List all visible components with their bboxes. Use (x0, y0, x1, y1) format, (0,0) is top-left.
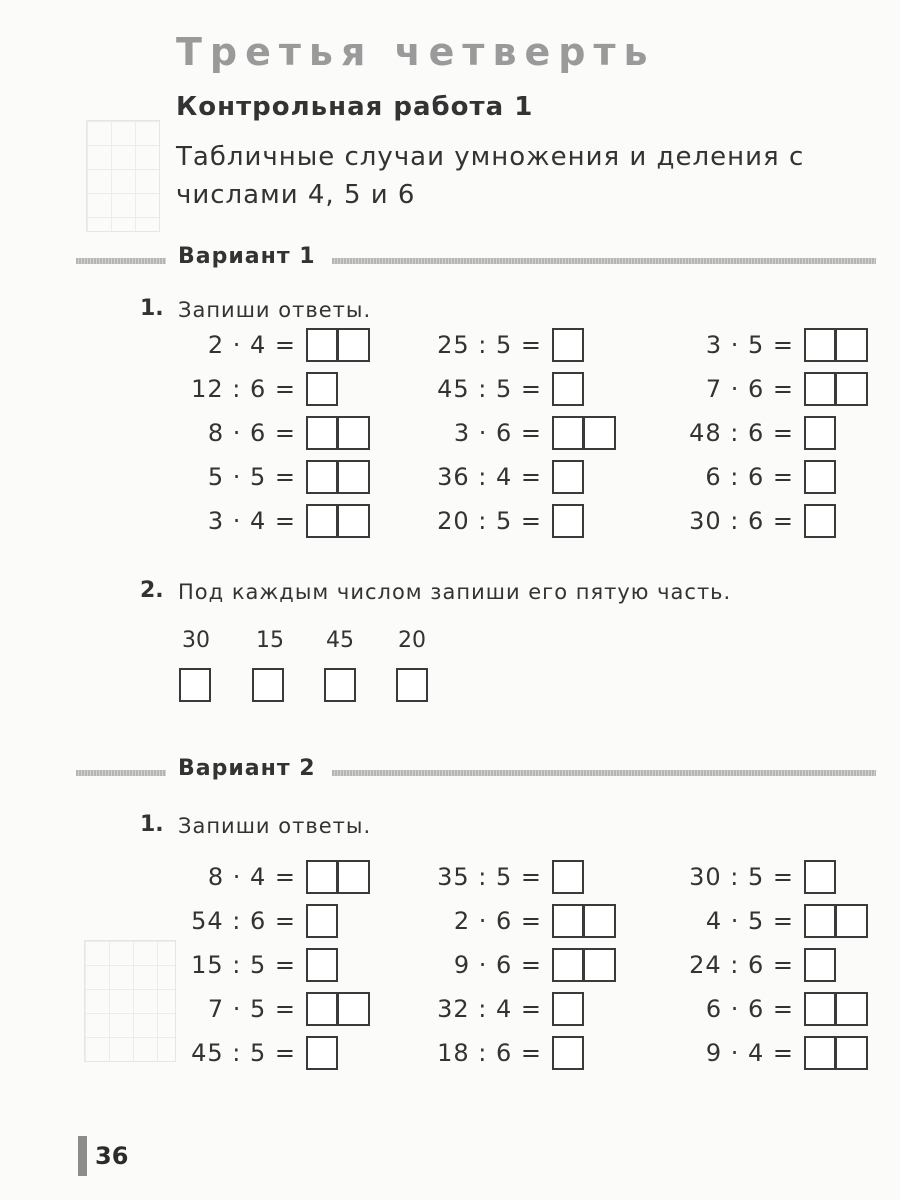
v2-task-1-text: Запиши ответы. (178, 814, 372, 838)
equation-expression: 32 : 4 = (437, 995, 542, 1023)
answer-cells (804, 992, 868, 1026)
equation-expression: 9 · 4 = (705, 1039, 794, 1067)
answer-cell[interactable] (804, 328, 836, 362)
test-title: Контрольная работа 1 (176, 92, 534, 122)
divider-line (76, 770, 166, 776)
answer-cell[interactable] (836, 992, 868, 1026)
v1-equation (412, 416, 616, 450)
answer-cell[interactable] (552, 460, 584, 494)
answer-cell[interactable] (552, 992, 584, 1026)
answer-cells (306, 372, 338, 406)
equation-expression: 8 · 6 = (207, 419, 296, 447)
equation-expression: 6 : 6 = (705, 463, 794, 491)
equation-expression: 8 · 4 = (207, 863, 296, 891)
answer-cell[interactable] (552, 328, 584, 362)
equation-expression: 2 · 6 = (453, 907, 542, 935)
bleed-through-grid (84, 940, 176, 1062)
answer-cell[interactable] (552, 416, 584, 450)
equation-expression: 6 · 6 = (705, 995, 794, 1023)
answer-cell[interactable] (804, 860, 836, 894)
answer-cell[interactable] (306, 460, 338, 494)
answer-cells (552, 948, 616, 982)
v1-equation (664, 504, 836, 538)
variant-1-label: Вариант 1 (178, 244, 316, 269)
v2-equation (664, 992, 868, 1026)
answer-cells (552, 460, 584, 494)
answer-cells (552, 328, 584, 362)
v2-equation (412, 1036, 584, 1070)
equation-expression: 7 · 6 = (705, 375, 794, 403)
answer-cell[interactable] (552, 1036, 584, 1070)
answer-cell[interactable] (306, 1036, 338, 1070)
answer-cells (552, 504, 584, 538)
v2-equation (412, 904, 616, 938)
v1-task-1-number: 1. (140, 296, 164, 321)
answer-cells (804, 860, 836, 894)
equation-expression: 3 · 5 = (705, 331, 794, 359)
fifth-answer-box[interactable] (179, 668, 211, 702)
answer-cell[interactable] (584, 904, 616, 938)
answer-cells (552, 1036, 584, 1070)
equation-expression: 25 : 5 = (437, 331, 542, 359)
answer-cells (804, 416, 836, 450)
answer-cell[interactable] (804, 416, 836, 450)
fifth-answer-box[interactable] (324, 668, 356, 702)
answer-cell[interactable] (306, 992, 338, 1026)
v1-equation (664, 416, 836, 450)
equation-expression: 54 : 6 = (191, 907, 296, 935)
v2-equation (664, 860, 836, 894)
answer-cells (552, 992, 584, 1026)
answer-cell[interactable] (306, 948, 338, 982)
equation-expression: 7 · 5 = (207, 995, 296, 1023)
test-subtitle: Табличные случаи умножения и деления с числами 4, 5 и 6 (176, 142, 805, 210)
divider-line (332, 770, 876, 776)
answer-cell[interactable] (836, 1036, 868, 1070)
answer-cells (552, 372, 584, 406)
v2-equation (166, 1036, 338, 1070)
v2-equation (664, 904, 868, 938)
answer-cells (306, 504, 370, 538)
fifth-number: 20 (398, 628, 426, 653)
quarter-title: Третья четверть (176, 30, 656, 74)
answer-cells (804, 328, 868, 362)
v1-equation (412, 328, 584, 362)
v2-task-1-number: 1. (140, 812, 164, 837)
equation-expression: 45 : 5 = (191, 1039, 296, 1067)
answer-cells (804, 504, 836, 538)
v2-equation (166, 992, 370, 1026)
answer-cell[interactable] (804, 992, 836, 1026)
answer-cell[interactable] (804, 372, 836, 406)
answer-cells (306, 860, 370, 894)
answer-cell[interactable] (804, 460, 836, 494)
v2-equation (166, 948, 338, 982)
equation-expression: 36 : 4 = (437, 463, 542, 491)
answer-cells (552, 416, 616, 450)
equation-expression: 2 · 4 = (207, 331, 296, 359)
fifth-number: 30 (182, 628, 210, 653)
v1-equation (412, 460, 584, 494)
answer-cell[interactable] (338, 992, 370, 1026)
v1-equation (664, 460, 836, 494)
equation-expression: 35 : 5 = (437, 863, 542, 891)
v1-equation (412, 372, 584, 406)
answer-cell[interactable] (584, 948, 616, 982)
v1-task-1-text: Запиши ответы. (178, 298, 372, 322)
fifth-answer-box[interactable] (396, 668, 428, 702)
equation-expression: 20 : 5 = (437, 507, 542, 535)
answer-cell[interactable] (338, 860, 370, 894)
equation-expression: 45 : 5 = (437, 375, 542, 403)
v1-equation (166, 328, 370, 362)
answer-cells (306, 416, 370, 450)
equation-expression: 5 · 5 = (207, 463, 296, 491)
divider-line (332, 258, 876, 264)
v1-equation (166, 504, 370, 538)
divider-line (76, 258, 166, 264)
equation-expression: 12 : 6 = (191, 375, 296, 403)
v2-equation (412, 860, 584, 894)
equation-expression: 15 : 5 = (191, 951, 296, 979)
v1-task-2-number: 2. (140, 578, 164, 603)
v2-equation (664, 1036, 868, 1070)
v1-task-2-text: Под каждым числом запиши его пятую часть. (178, 580, 732, 604)
answer-cell[interactable] (306, 904, 338, 938)
v2-equation (166, 860, 370, 894)
v2-equation (412, 948, 616, 982)
answer-cell[interactable] (804, 904, 836, 938)
v2-equation (412, 992, 584, 1026)
answer-cell[interactable] (836, 372, 868, 406)
answer-cell[interactable] (552, 904, 584, 938)
fifth-answer-box[interactable] (252, 668, 284, 702)
answer-cells (804, 460, 836, 494)
answer-cell[interactable] (306, 372, 338, 406)
equation-expression: 3 · 4 = (207, 507, 296, 535)
equation-expression: 3 · 6 = (453, 419, 542, 447)
answer-cells (306, 948, 338, 982)
answer-cell[interactable] (306, 504, 338, 538)
v1-equation (664, 372, 868, 406)
answer-cell[interactable] (804, 1036, 836, 1070)
answer-cell[interactable] (338, 328, 370, 362)
variant-1-header (76, 244, 876, 272)
v1-equation (166, 460, 370, 494)
equation-expression: 48 : 6 = (689, 419, 794, 447)
equation-expression: 4 · 5 = (705, 907, 794, 935)
v1-equation (664, 328, 868, 362)
fifth-number: 15 (256, 628, 284, 653)
answer-cell[interactable] (338, 416, 370, 450)
answer-cells (804, 372, 868, 406)
equation-expression: 18 : 6 = (437, 1039, 542, 1067)
answer-cells (552, 904, 616, 938)
answer-cell[interactable] (804, 504, 836, 538)
answer-cell[interactable] (338, 504, 370, 538)
answer-cells (804, 948, 836, 982)
variant-2-header (76, 756, 876, 784)
equation-expression: 30 : 5 = (689, 863, 794, 891)
answer-cell[interactable] (306, 416, 338, 450)
v1-equation (166, 416, 370, 450)
answer-cells (804, 904, 868, 938)
answer-cell[interactable] (306, 860, 338, 894)
answer-cells (306, 328, 370, 362)
answer-cell[interactable] (552, 372, 584, 406)
answer-cell[interactable] (836, 328, 868, 362)
v1-equation (412, 504, 584, 538)
answer-cell[interactable] (338, 460, 370, 494)
answer-cells (804, 1036, 868, 1070)
answer-cell[interactable] (552, 860, 584, 894)
equation-expression: 30 : 6 = (689, 507, 794, 535)
answer-cells (306, 992, 370, 1026)
answer-cell[interactable] (804, 948, 836, 982)
page-number: 36 (78, 1136, 128, 1176)
fifth-number: 45 (326, 628, 354, 653)
v2-equation (664, 948, 836, 982)
answer-cells (306, 1036, 338, 1070)
answer-cells (306, 904, 338, 938)
equation-expression: 9 · 6 = (453, 951, 542, 979)
answer-cell[interactable] (552, 948, 584, 982)
answer-cell[interactable] (552, 504, 584, 538)
bleed-through-grid (86, 120, 160, 232)
answer-cell[interactable] (306, 328, 338, 362)
variant-2-label: Вариант 2 (178, 756, 316, 781)
v1-equation (166, 372, 338, 406)
answer-cells (306, 460, 370, 494)
answer-cells (552, 860, 584, 894)
v2-equation (166, 904, 338, 938)
equation-expression: 24 : 6 = (689, 951, 794, 979)
answer-cell[interactable] (584, 416, 616, 450)
answer-cell[interactable] (836, 904, 868, 938)
